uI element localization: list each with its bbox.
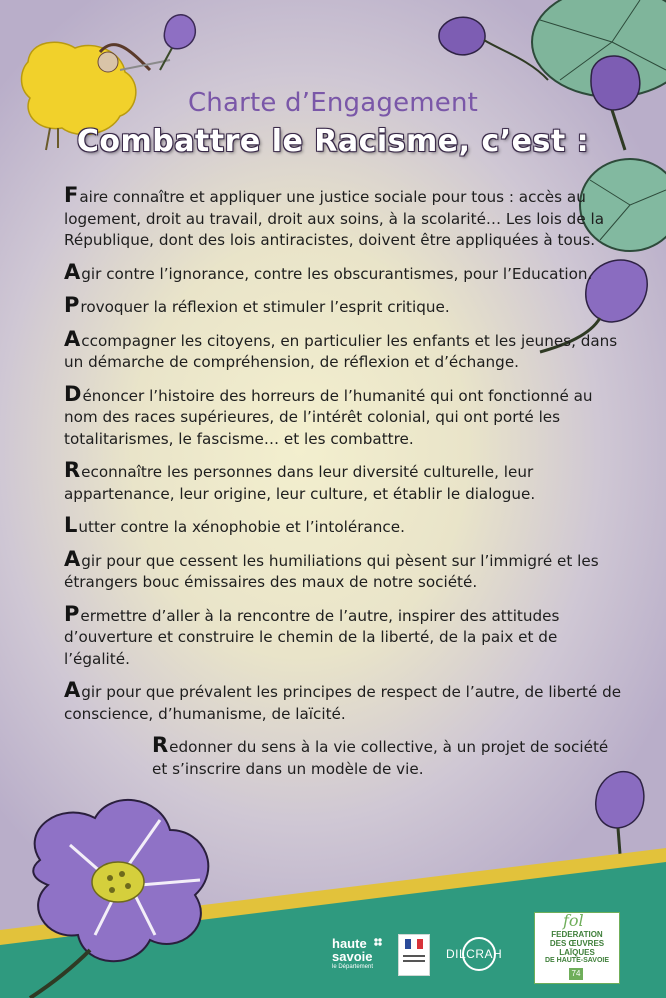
charter-title: Combattre le Racisme, c’est : <box>76 124 590 159</box>
drop-initial: D <box>64 381 82 406</box>
charter-item <box>64 601 624 671</box>
purple-bud-top-left <box>160 15 195 70</box>
charter-subtitle: Charte d’Engagement <box>187 88 479 118</box>
drop-initial: P <box>64 601 80 626</box>
tricolor-flag-icon <box>405 939 423 949</box>
charter-item <box>64 259 624 286</box>
charter-item <box>64 513 624 539</box>
fol-line4: DE HAUTE-SAVOIE <box>544 957 610 964</box>
charter-item <box>64 678 624 725</box>
drop-initial: F <box>64 183 79 207</box>
haute-savoie-line3: le Département <box>332 964 374 970</box>
prefecture-logo <box>398 934 430 976</box>
charter-item <box>64 381 624 451</box>
fol-line2: DES ŒUVRES <box>549 939 605 948</box>
item-text: aire connaître et appliquer une justice sociale pour tous : accès au logement, droit au travail, droit aux soins, à la scolarité… Les lois de la République, dont des lois antiracistes, doivent être appliquées à tous. <box>64 188 605 249</box>
item-text: edonner du sens à la vie collective, à un projet de société et s’inscrire dans un modèle de vie. <box>152 738 609 778</box>
drop-initial: A <box>64 259 81 284</box>
prefecture-text-mark <box>403 960 425 962</box>
item-text: econnaître les personnes dans leur diversité culturelle, leur appartenance, leur origine, leur culture, et établir le dialogue. <box>64 463 536 503</box>
charter-item <box>64 293 624 319</box>
item-text: énoncer l’histoire des horreurs de l’humanité qui ont fonctionné au nom des races supérieures, de l’intérêt colonial, qui ont porté les totalitarismes, le fascisme… et les combattre. <box>64 386 593 448</box>
grid-dots-icon <box>374 938 382 946</box>
charter-list <box>64 183 624 791</box>
charter-item <box>64 183 624 252</box>
charter-item <box>64 458 624 505</box>
haute-savoie-logo <box>332 936 384 976</box>
prefecture-text-mark <box>403 955 425 957</box>
haute-savoie-line1: haute <box>332 936 367 951</box>
item-text: gir pour que cessent les humiliations qui pèsent sur l’immigré et les étrangers bouc émissaires des maux de notre société. <box>64 551 599 591</box>
fol-line3: LAÏQUES <box>559 948 595 957</box>
fol-mark: fol <box>563 911 584 930</box>
drop-initial: P <box>64 293 80 317</box>
fol-line1: FEDERATION <box>551 930 603 939</box>
charter-item <box>64 326 624 374</box>
fol-logo <box>534 912 620 984</box>
dilcrah-logo <box>446 937 502 973</box>
drop-initial: A <box>64 546 81 571</box>
drop-initial: A <box>64 678 81 702</box>
haute-savoie-line2: savoie <box>332 949 373 964</box>
drop-initial: A <box>64 326 81 351</box>
drop-initial: R <box>64 458 81 482</box>
item-text: ccompagner les citoyens, en particulier les enfants et les jeunes, dans un démarche de compréhension, de réflexion et d’échange. <box>64 331 618 371</box>
item-text: rovoquer la réflexion et stimuler l’esprit critique. <box>80 298 450 316</box>
drop-initial: R <box>152 733 169 757</box>
charter-item <box>64 546 624 594</box>
item-text: ermettre d’aller à la rencontre de l’autre, inspirer des attitudes d’ouverture et construire le chemin de la liberté, de la paix et de l’égalité. <box>64 606 560 668</box>
dilcrah-label: DILCRAH <box>446 947 503 961</box>
item-text: gir pour que prévalent les principes de respect de l’autre, de liberté de conscience, d’humanisme, de laïcité. <box>64 683 622 723</box>
drop-initial: L <box>64 513 78 537</box>
item-text: utter contre la xénophobie et l’intolérance. <box>78 518 405 536</box>
item-text: gir contre l’ignorance, contre les obscurantismes, pour l’Education. <box>81 264 593 283</box>
charter-item <box>152 733 622 780</box>
fol-badge: 74 <box>569 968 583 980</box>
